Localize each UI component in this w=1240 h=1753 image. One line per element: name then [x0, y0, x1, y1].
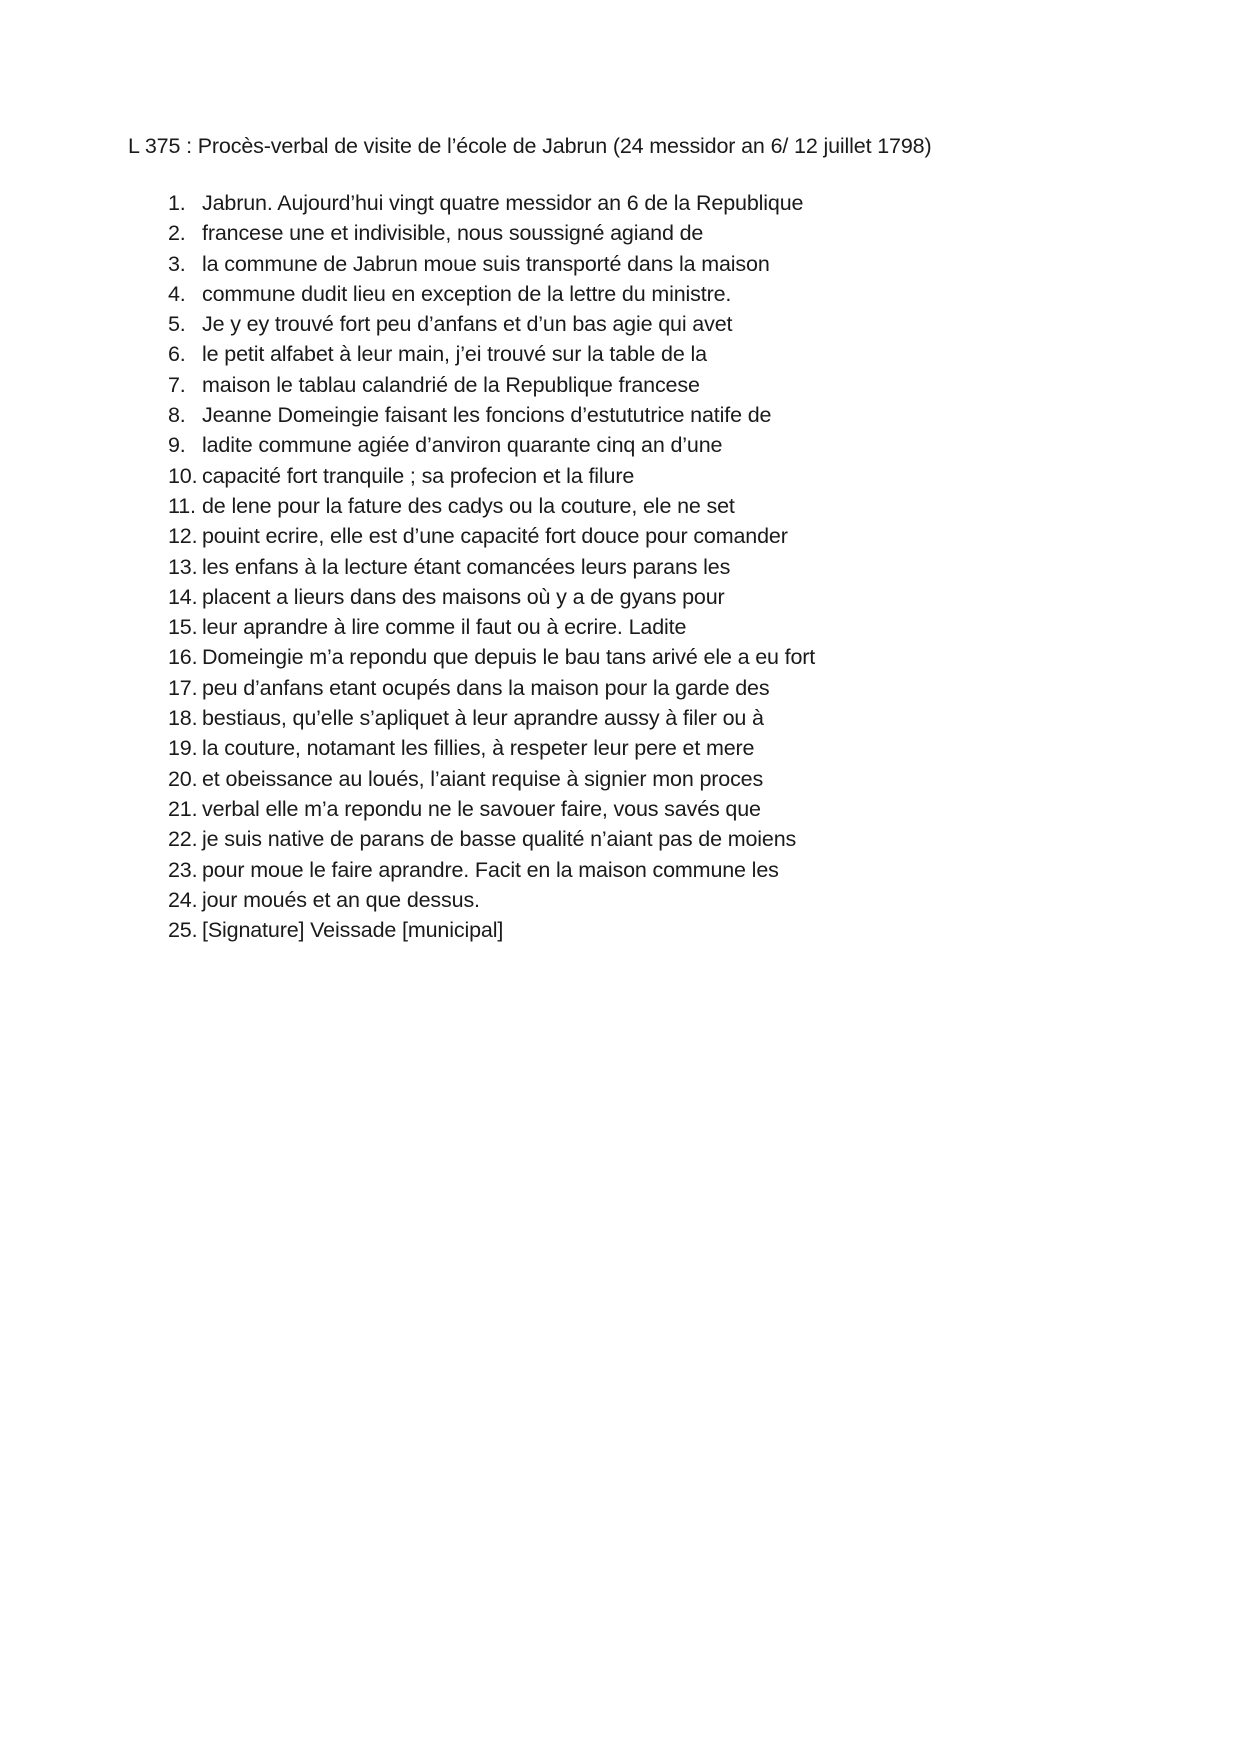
- line-number: 10.: [168, 463, 198, 488]
- line-text: de lene pour la fature des cadys ou la couture, ele ne set: [202, 493, 735, 518]
- transcription-line: [128, 188, 1160, 218]
- line-number: 22.: [168, 827, 198, 852]
- line-number: 15.: [168, 615, 198, 640]
- transcription-line: [128, 824, 1160, 854]
- line-number: 12.: [168, 524, 198, 549]
- line-number: 14.: [168, 584, 198, 609]
- line-number: 6.: [168, 342, 186, 367]
- line-number: 13.: [168, 554, 198, 579]
- line-number: 4.: [168, 281, 186, 306]
- line-number: 21.: [168, 796, 198, 821]
- transcription-line: [128, 279, 1160, 309]
- transcription-line: [128, 400, 1160, 430]
- line-number: 5.: [168, 312, 186, 337]
- line-text: je suis native de parans de basse qualité n’aiant pas de moiens: [202, 827, 797, 852]
- line-text: la couture, notamant les fillies, à respeter leur pere et mere: [202, 736, 755, 761]
- transcription-line: [128, 339, 1160, 369]
- document-title: L 375 : Procès-verbal de visite de l’école de Jabrun (24 messidor an 6/ 12 juillet 1798): [128, 134, 932, 158]
- line-text: Jeanne Domeingie faisant les foncions d’estututrice natife de: [202, 403, 772, 428]
- line-number: 16.: [168, 645, 198, 670]
- line-text: et obeissance au loués, l’aiant requise à signier mon proces: [202, 766, 764, 791]
- transcription-line: [128, 370, 1160, 400]
- transcription-list: [128, 188, 1160, 945]
- line-text: placent a lieurs dans des maisons où y a de gyans pour: [202, 584, 725, 609]
- line-number: 2.: [168, 221, 186, 246]
- line-number: 24.: [168, 887, 198, 912]
- line-text: Jabrun. Aujourd’hui vingt quatre messidor an 6 de la Republique: [202, 191, 804, 215]
- line-text: maison le tablau calandrié de la Republique francese: [202, 372, 700, 397]
- transcription-line: [128, 703, 1160, 733]
- transcription-line: [128, 855, 1160, 885]
- line-number: 18.: [168, 706, 198, 731]
- line-text: verbal elle m’a repondu ne le savouer faire, vous savés que: [202, 796, 761, 821]
- line-text: leur aprandre à lire comme il faut ou à ecrire. Ladite: [202, 615, 687, 640]
- line-text: Je y ey trouvé fort peu d’anfans et d’un bas agie qui avet: [202, 312, 733, 337]
- line-text: francese une et indivisible, nous soussigné agiand de: [202, 221, 704, 246]
- line-text: commune dudit lieu en exception de la lettre du ministre.: [202, 281, 732, 306]
- line-text: le petit alfabet à leur main, j’ei trouvé sur la table de la: [202, 342, 707, 367]
- transcription-line: [128, 552, 1160, 582]
- line-number: 3.: [168, 251, 186, 276]
- line-number: 19.: [168, 736, 198, 761]
- line-number: 23.: [168, 857, 198, 882]
- line-text: les enfans à la lecture étant comancées leurs parans les: [202, 554, 731, 579]
- transcription-line: [128, 218, 1160, 248]
- transcription-line: [128, 612, 1160, 642]
- transcription-line: [128, 794, 1160, 824]
- line-text: jour moués et an que dessus.: [202, 887, 480, 912]
- line-number: 25.: [168, 918, 198, 943]
- line-number: 9.: [168, 433, 186, 458]
- line-text: peu d’anfans etant ocupés dans la maison pour la garde des: [202, 675, 770, 700]
- line-number: 8.: [168, 403, 186, 428]
- line-text: bestiaus, qu’elle s’apliquet à leur aprandre aussy à filer ou à: [202, 706, 764, 731]
- transcription-line: [128, 642, 1160, 672]
- transcription-line: [128, 430, 1160, 460]
- line-text: [Signature] Veissade [municipal]: [202, 918, 504, 943]
- line-number: 17.: [168, 675, 198, 700]
- line-text: pouint ecrire, elle est d’une capacité fort douce pour comander: [202, 524, 788, 549]
- line-number: 7.: [168, 372, 186, 397]
- transcription-line: [128, 582, 1160, 612]
- transcription-line: [128, 885, 1160, 915]
- transcription-line: [128, 764, 1160, 794]
- transcription-line: [128, 461, 1160, 491]
- transcription-line: [128, 733, 1160, 763]
- line-number: 1.: [168, 191, 186, 215]
- line-text: Domeingie m’a repondu que depuis le bau tans arivé ele a eu fort: [202, 645, 816, 670]
- transcription-line: [128, 491, 1160, 521]
- line-text: capacité fort tranquile ; sa profecion et la filure: [202, 463, 635, 488]
- line-number: 11.: [168, 493, 196, 518]
- transcription-line: [128, 521, 1160, 551]
- transcription-line: [128, 915, 1160, 945]
- line-text: ladite commune agiée d’anviron quarante cinq an d’une: [202, 433, 723, 458]
- transcription-line: [128, 249, 1160, 279]
- line-text: la commune de Jabrun moue suis transporté dans la maison: [202, 251, 770, 276]
- transcription-line: [128, 673, 1160, 703]
- transcription-line: [128, 309, 1160, 339]
- line-number: 20.: [168, 766, 198, 791]
- line-text: pour moue le faire aprandre. Facit en la maison commune les: [202, 857, 779, 882]
